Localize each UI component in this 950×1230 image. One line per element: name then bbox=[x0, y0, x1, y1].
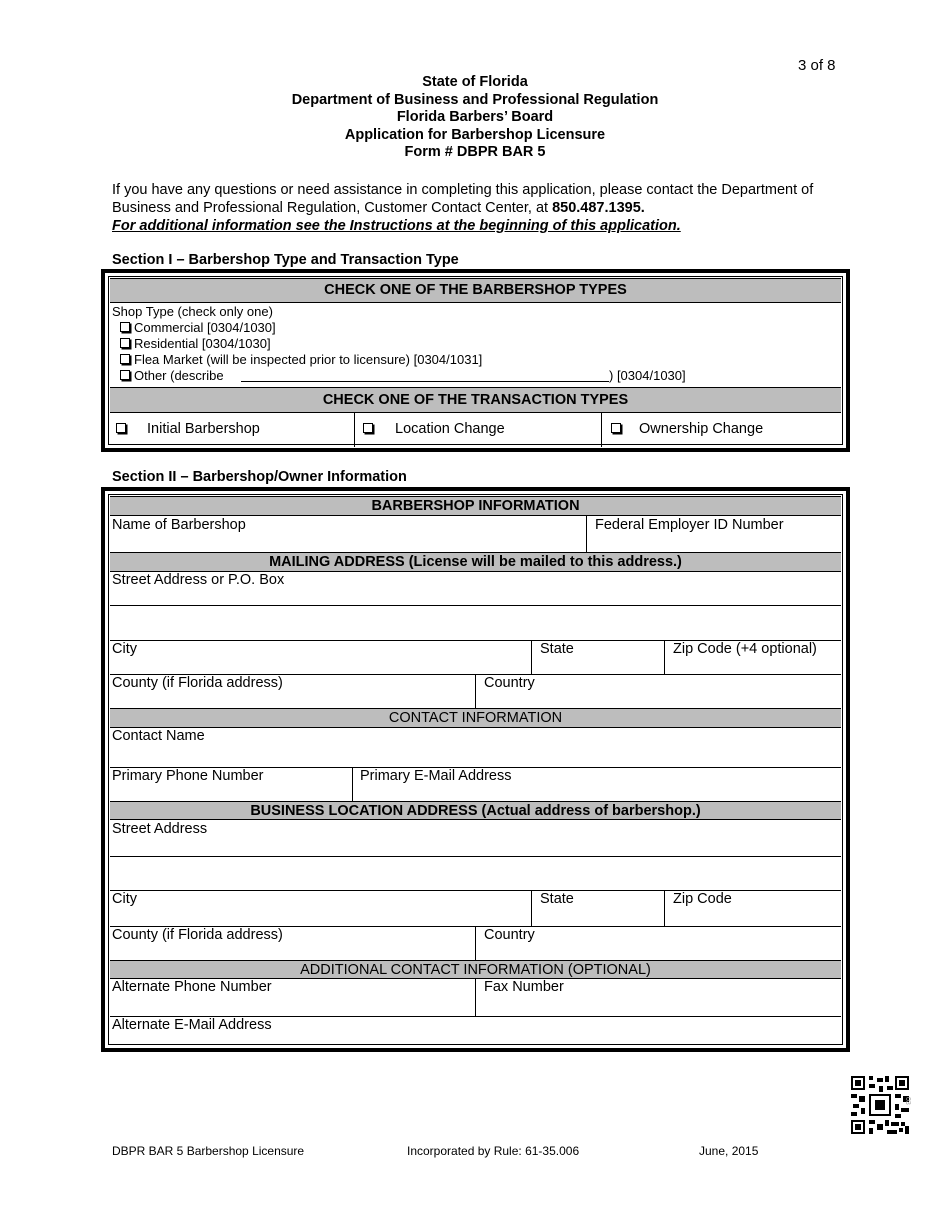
page-number: 3 of 8 bbox=[798, 57, 836, 74]
mailing-street-label: Street Address or P.O. Box bbox=[112, 572, 285, 588]
alt-phone-label: Alternate Phone Number bbox=[112, 979, 272, 995]
transaction-location-label: Location Change bbox=[395, 421, 505, 437]
header-form-number: Form # DBPR BAR 5 bbox=[404, 144, 546, 160]
qr-code-label: 03 bbox=[904, 1097, 911, 1105]
checkbox-icon[interactable] bbox=[116, 423, 126, 433]
business-city-label: City bbox=[112, 891, 137, 907]
header-application-title: Application for Barbershop Licensure bbox=[344, 126, 606, 143]
checkbox-icon[interactable] bbox=[120, 354, 130, 364]
divider bbox=[586, 516, 587, 552]
form-header bbox=[0, 74, 950, 162]
mailing-county-label: County (if Florida address) bbox=[112, 675, 283, 691]
divider bbox=[664, 890, 665, 926]
divider bbox=[110, 856, 841, 857]
checkbox-icon[interactable] bbox=[120, 338, 130, 348]
divider bbox=[354, 413, 355, 447]
section2-box bbox=[101, 487, 850, 1052]
header-department: Department of Business and Professional Regulation bbox=[291, 91, 659, 108]
footer-date: June, 2015 bbox=[699, 1144, 759, 1158]
footer-rule: Incorporated by Rule: 61-35.006 bbox=[407, 1144, 580, 1158]
business-country-label: Country bbox=[484, 927, 535, 943]
contact-phone: 850.487.1395. bbox=[552, 200, 645, 216]
option-other[interactable]: Other (describe bbox=[120, 368, 224, 384]
alt-email-label: Alternate E-Mail Address bbox=[112, 1017, 272, 1033]
option-flea-market[interactable]: Flea Market (will be inspected prior to licensure) [0304/1031] bbox=[120, 352, 482, 368]
transaction-types-header: CHECK ONE OF THE TRANSACTION TYPES bbox=[110, 387, 841, 413]
option-other-code: ) [0304/1030] bbox=[609, 368, 686, 383]
primary-phone-label: Primary Phone Number bbox=[112, 768, 264, 784]
transaction-initial-label: Initial Barbershop bbox=[147, 421, 260, 437]
mailing-zip-label: Zip Code (+4 optional) bbox=[673, 641, 817, 657]
other-describe-line[interactable] bbox=[241, 381, 609, 382]
header-board: Florida Barbers’ Board bbox=[396, 109, 554, 125]
footer-form-name: DBPR BAR 5 Barbershop Licensure bbox=[112, 1144, 305, 1158]
mailing-state-label: State bbox=[540, 641, 574, 657]
business-state-label: State bbox=[540, 891, 574, 907]
barbershop-info-header: BARBERSHOP INFORMATION bbox=[110, 496, 841, 516]
intro-additional-info: For additional information see the Instructions at the beginning of this application. bbox=[112, 218, 681, 234]
primary-email-label: Primary E-Mail Address bbox=[360, 768, 512, 784]
intro-paragraph bbox=[112, 181, 832, 235]
section1-box bbox=[101, 269, 850, 452]
business-county-label: County (if Florida address) bbox=[112, 927, 283, 943]
qr-code bbox=[851, 1076, 909, 1134]
header-state: State of Florida bbox=[422, 74, 528, 90]
checkbox-icon[interactable] bbox=[363, 423, 373, 433]
checkbox-icon[interactable] bbox=[120, 370, 130, 380]
fax-label: Fax Number bbox=[484, 979, 564, 995]
section2-title: Section II – Barbershop/Owner Information bbox=[112, 469, 407, 485]
transaction-initial[interactable] bbox=[116, 421, 130, 437]
divider bbox=[531, 890, 532, 926]
divider bbox=[475, 926, 476, 960]
mailing-country-label: Country bbox=[484, 675, 535, 691]
intro-text: If you have any questions or need assistance in completing this application, please contact the Department of Business and Professional Regulation, Customer Contact Center, at bbox=[112, 182, 814, 216]
transaction-ownership-label: Ownership Change bbox=[639, 421, 764, 437]
checkbox-icon[interactable] bbox=[611, 423, 621, 433]
mailing-address-header: MAILING ADDRESS (License will be mailed to this address.) bbox=[110, 552, 841, 572]
contact-name-label: Contact Name bbox=[112, 728, 205, 744]
shop-types-header: CHECK ONE OF THE BARBERSHOP TYPES bbox=[110, 278, 841, 303]
divider bbox=[352, 767, 353, 801]
transaction-location[interactable] bbox=[363, 421, 377, 437]
divider bbox=[531, 640, 532, 674]
transaction-ownership[interactable] bbox=[611, 421, 625, 437]
contact-info-header: CONTACT INFORMATION bbox=[110, 708, 841, 728]
business-zip-label: Zip Code bbox=[673, 891, 732, 907]
business-location-header: BUSINESS LOCATION ADDRESS (Actual address of barbershop.) bbox=[110, 801, 841, 820]
option-residential[interactable]: Residential [0304/1030] bbox=[120, 336, 271, 352]
shop-type-label: Shop Type (check only one) bbox=[112, 304, 273, 319]
fein-label: Federal Employer ID Number bbox=[595, 517, 784, 533]
divider bbox=[475, 674, 476, 708]
divider bbox=[110, 605, 841, 606]
divider bbox=[475, 979, 476, 1016]
divider bbox=[601, 413, 602, 447]
section1-title: Section I – Barbershop Type and Transaction Type bbox=[112, 252, 459, 268]
checkbox-icon[interactable] bbox=[120, 322, 130, 332]
mailing-city-label: City bbox=[112, 641, 137, 657]
business-street-label: Street Address bbox=[112, 821, 208, 837]
option-commercial[interactable]: Commercial [0304/1030] bbox=[120, 320, 276, 336]
divider bbox=[664, 640, 665, 674]
name-of-barbershop-label: Name of Barbershop bbox=[112, 517, 246, 533]
additional-contact-header: ADDITIONAL CONTACT INFORMATION (OPTIONAL) bbox=[110, 960, 841, 979]
